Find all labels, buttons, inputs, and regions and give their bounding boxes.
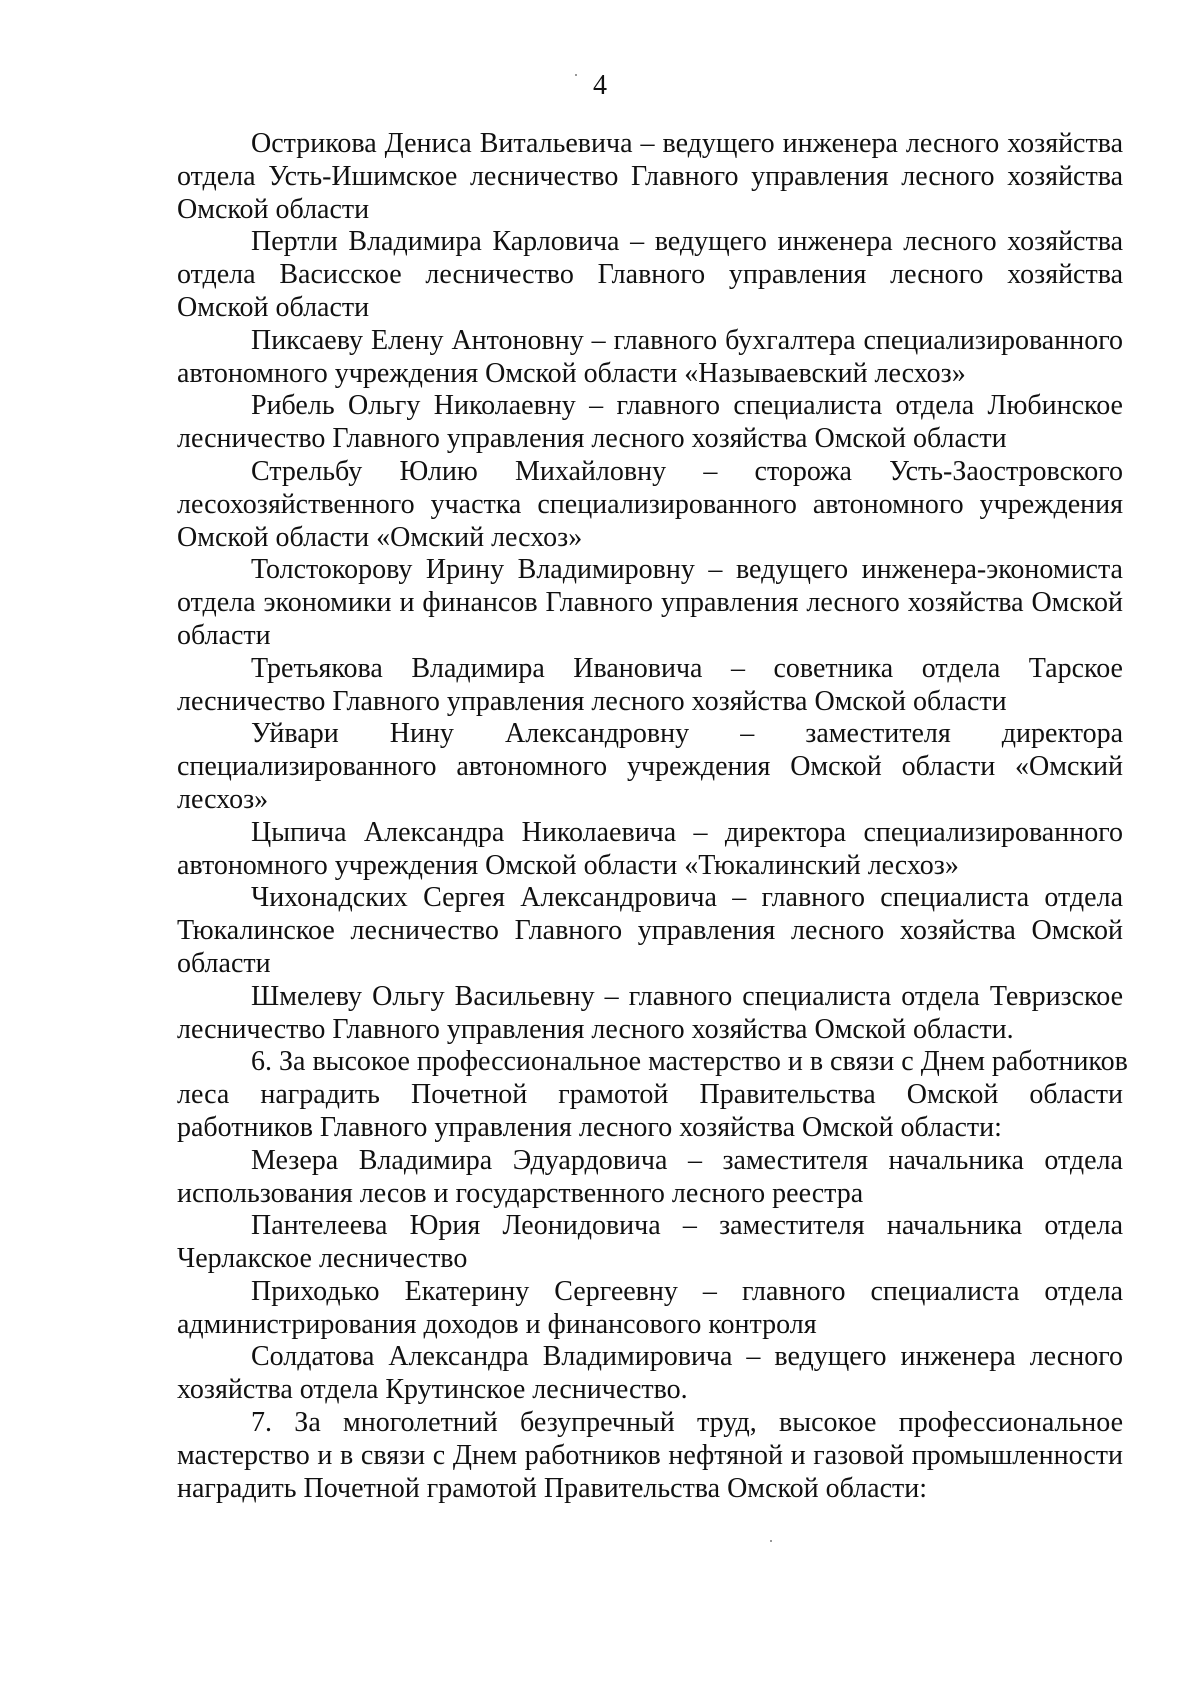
text-line: Пиксаеву Елену Антоновну – главного бухгалтера специализированного	[251, 324, 1123, 356]
text-line: Чихонадских Сергея Александровича – главного специалиста отдела	[251, 882, 1123, 914]
text-line: Омской области	[177, 193, 370, 225]
text-line: автономного учреждения Омской области «Тюкалинский лесхоз»	[177, 849, 959, 881]
text-line: 7. За многолетний безупречный труд, высокое профессиональное	[251, 1407, 1123, 1439]
text-line: Стрельбу Юлию Михайловну – сторожа Усть-Заостровского	[251, 455, 1123, 487]
text-line: лесохозяйственного участка специализированного автономного учреждения	[177, 488, 1123, 520]
text-line: автономного учреждения Омской области «Называевский лесхоз»	[177, 357, 966, 389]
text-line: Уйвари Нину Александровну – заместителя директора	[251, 718, 1123, 750]
text-line: лесхоз»	[177, 783, 269, 815]
text-line: Шмелеву Ольгу Васильевну – главного специалиста отдела Тевризское	[251, 980, 1123, 1012]
text-line: специализированного автономного учреждения Омской области «Омский	[177, 751, 1123, 783]
award-paragraph	[177, 882, 1123, 980]
award-paragraph	[177, 325, 1123, 391]
text-line: Омской области	[177, 291, 370, 323]
award-paragraph	[177, 128, 1123, 226]
text-line: Толстокорову Ирину Владимировну – ведущего инженера-экономиста	[251, 554, 1123, 586]
text-line: Приходько Екатерину Сергеевну – главного специалиста отдела	[251, 1275, 1123, 1307]
award-paragraph	[177, 456, 1123, 554]
text-line: Мезера Владимира Эдуардовича – заместителя начальника отдела	[251, 1144, 1123, 1176]
text-line: Пантелеева Юрия Леонидовича – заместителя начальника отдела	[251, 1210, 1123, 1242]
text-line: хозяйства отдела Крутинское лесничество.	[177, 1374, 688, 1406]
text-line: области	[177, 619, 271, 651]
document-body	[177, 128, 1128, 1505]
text-line: Рибель Ольгу Николаевну – главного специалиста отдела Любинское	[251, 390, 1123, 422]
text-line: Пертли Владимира Карловича – ведущего инженера лесного хозяйства	[251, 226, 1123, 258]
text-line: лесничество Главного управления лесного хозяйства Омской области	[177, 685, 1007, 717]
award-paragraph	[177, 1210, 1123, 1276]
text-line: отдела Васисское лесничество Главного управления лесного хозяйства	[177, 259, 1123, 291]
award-paragraph	[177, 1341, 1123, 1407]
text-line: отдела Усть-Ишимское лесничество Главного управления лесного хозяйства	[177, 160, 1123, 192]
text-line: лесничество Главного управления лесного хозяйства Омской области	[177, 423, 1007, 455]
text-line: лесничество Главного управления лесного хозяйства Омской области.	[177, 1013, 1014, 1045]
scan-speck	[770, 1540, 772, 1542]
scan-speck	[575, 74, 577, 76]
text-line: использования лесов и государственного лесного реестра	[177, 1177, 864, 1209]
text-line: администрирования доходов и финансового контроля	[177, 1308, 817, 1340]
page-number: 4	[593, 70, 607, 101]
text-line: наградить Почетной грамотой Правительства Омской области:	[177, 1472, 927, 1504]
clause-paragraph	[177, 1407, 1123, 1505]
text-line: 6. За высокое профессиональное мастерство и в связи с Днем работников	[251, 1046, 1128, 1078]
award-paragraph	[177, 226, 1123, 324]
text-line: Тюкалинское лесничество Главного управления лесного хозяйства Омской	[177, 915, 1123, 947]
award-paragraph	[177, 554, 1123, 652]
clause-paragraph	[177, 1046, 1128, 1144]
text-line: Черлакское лесничество	[177, 1243, 468, 1275]
award-paragraph	[177, 1276, 1123, 1342]
award-paragraph	[177, 390, 1123, 456]
text-line: Цыпича Александра Николаевича – директора специализированного	[251, 816, 1123, 848]
award-paragraph	[177, 981, 1123, 1047]
text-line: Острикова Дениса Витальевича – ведущего инженера лесного хозяйства	[251, 128, 1123, 159]
award-paragraph	[177, 653, 1123, 719]
text-line: Третьякова Владимира Ивановича – советника отдела Тарское	[251, 652, 1123, 684]
text-line: работников Главного управления лесного хозяйства Омской области:	[177, 1111, 1002, 1143]
text-line: мастерство и в связи с Днем работников нефтяной и газовой промышленности	[177, 1439, 1123, 1471]
award-paragraph	[177, 817, 1123, 883]
text-line: леса наградить Почетной грамотой Правительства Омской области	[177, 1079, 1123, 1111]
text-line: Омской области «Омский лесхоз»	[177, 521, 583, 553]
text-line: области	[177, 947, 271, 979]
text-line: Солдатова Александра Владимировича – ведущего инженера лесного	[251, 1341, 1123, 1373]
award-paragraph	[177, 718, 1123, 816]
award-paragraph	[177, 1145, 1123, 1211]
text-line: отдела экономики и финансов Главного управления лесного хозяйства Омской	[177, 587, 1123, 619]
